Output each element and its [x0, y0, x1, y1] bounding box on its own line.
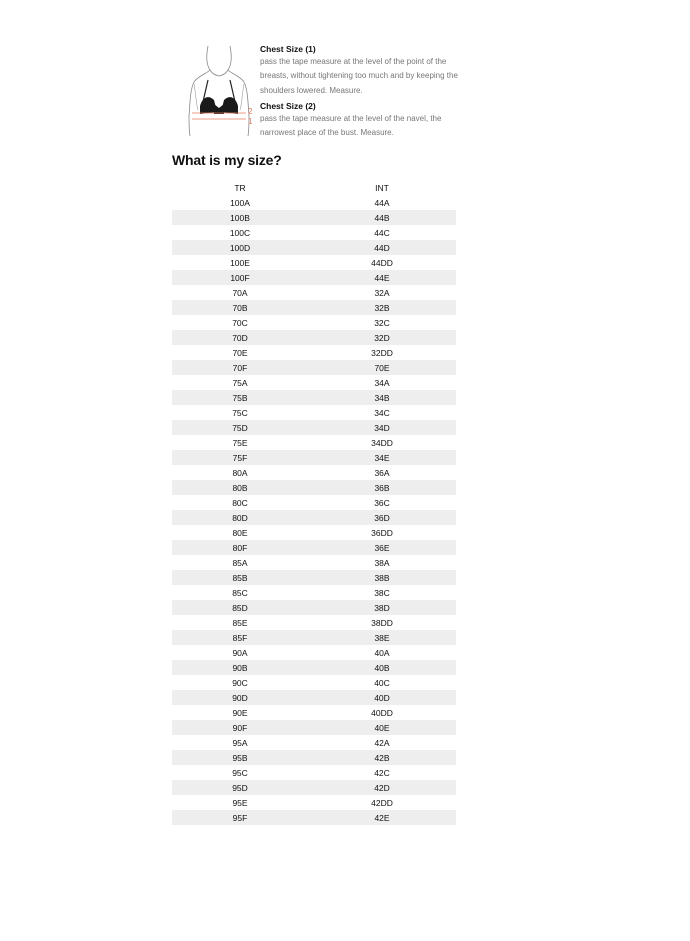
- table-row: [172, 480, 456, 495]
- int-size-cell: 34D: [308, 420, 456, 435]
- tr-size-cell: 95E: [232, 797, 248, 808]
- int-size-cell: 34A: [374, 377, 390, 388]
- tr-size-cell: 80E: [232, 527, 248, 538]
- table-row: [172, 300, 456, 315]
- int-size-cell: 38D: [308, 600, 456, 615]
- table-row: [172, 555, 456, 570]
- tr-size-cell: 85A: [232, 557, 248, 568]
- table-row: [172, 780, 456, 795]
- tr-size-cell: 70E: [232, 347, 248, 358]
- chest-size-2-description: pass the tape measure at the level of the navel, the narrowest place of the bust. Measure.: [260, 113, 442, 138]
- int-size-cell: 40DD: [371, 707, 393, 718]
- tr-size-cell: 70F: [172, 360, 308, 375]
- int-size-cell: 42C: [374, 767, 390, 778]
- tr-size-cell: 80A: [232, 467, 248, 478]
- tr-size-cell: 95A: [232, 737, 248, 748]
- table-row: [172, 450, 456, 465]
- chest-size-1-description: pass the tape measure at the level of the point of the breasts, without tightening too much and by keeping the shoulders lowered. Measure.: [260, 57, 458, 95]
- table-row: [172, 435, 456, 450]
- column-header-tr: TR: [234, 182, 246, 193]
- int-size-cell: 36B: [308, 480, 456, 495]
- tr-size-cell: 90E: [232, 707, 248, 718]
- torso-bra-icon: [186, 44, 252, 138]
- table-header-row: [172, 180, 456, 195]
- size-table: [172, 180, 456, 825]
- tr-size-cell: 70A: [232, 287, 248, 298]
- int-size-cell: 36DD: [371, 527, 393, 538]
- tr-size-cell: 75D: [172, 420, 308, 435]
- tr-size-cell: 90F: [172, 720, 308, 735]
- int-size-cell: 38E: [308, 630, 456, 645]
- marker-1: 1: [248, 117, 253, 126]
- tr-size-cell: 100A: [230, 197, 250, 208]
- int-size-cell: 34DD: [371, 437, 393, 448]
- table-row: [172, 315, 456, 330]
- table-row: [172, 405, 456, 420]
- size-section-title: What is my size?: [172, 152, 282, 168]
- int-size-cell: 36A: [374, 467, 390, 478]
- tr-size-cell: 75B: [172, 390, 308, 405]
- tr-size-cell: 90D: [172, 690, 308, 705]
- table-row: [172, 225, 456, 240]
- tr-size-cell: 80F: [172, 540, 308, 555]
- tr-size-cell: 90C: [232, 677, 248, 688]
- table-row: [172, 750, 456, 765]
- int-size-cell: 44C: [374, 227, 390, 238]
- table-row: [172, 270, 456, 285]
- table-row: [172, 195, 456, 210]
- table-row: [172, 630, 456, 645]
- tr-size-cell: 75C: [232, 407, 248, 418]
- table-row: [172, 600, 456, 615]
- table-row: [172, 765, 456, 780]
- int-size-cell: 44E: [308, 270, 456, 285]
- table-row: [172, 615, 456, 630]
- tr-size-cell: 95D: [172, 780, 308, 795]
- int-size-cell: 36E: [308, 540, 456, 555]
- tr-size-cell: 85D: [172, 600, 308, 615]
- column-header-int: INT: [375, 182, 389, 193]
- measurement-instructions: [260, 43, 470, 142]
- int-size-cell: 38A: [374, 557, 390, 568]
- int-size-cell: 44D: [308, 240, 456, 255]
- int-size-cell: 42B: [308, 750, 456, 765]
- int-size-cell: 36D: [308, 510, 456, 525]
- tr-size-cell: 70B: [172, 300, 308, 315]
- table-row: [172, 465, 456, 480]
- int-size-cell: 44B: [308, 210, 456, 225]
- int-size-cell: 42DD: [371, 797, 393, 808]
- int-size-cell: 40B: [308, 660, 456, 675]
- int-size-cell: 34E: [308, 450, 456, 465]
- int-size-cell: 42A: [374, 737, 390, 748]
- int-size-cell: 32DD: [371, 347, 393, 358]
- int-size-cell: 40D: [308, 690, 456, 705]
- table-row: [172, 390, 456, 405]
- int-size-cell: 40A: [374, 647, 390, 658]
- tr-size-cell: 80D: [172, 510, 308, 525]
- tr-size-cell: 90A: [232, 647, 248, 658]
- tr-size-cell: 95F: [172, 810, 308, 825]
- table-row: [172, 570, 456, 585]
- int-size-cell: 34C: [374, 407, 390, 418]
- int-size-cell: 36C: [374, 497, 390, 508]
- int-size-cell: 34B: [308, 390, 456, 405]
- tr-size-cell: 75A: [232, 377, 248, 388]
- tr-size-cell: 100F: [172, 270, 308, 285]
- tr-size-cell: 80B: [172, 480, 308, 495]
- table-row: [172, 420, 456, 435]
- table-row: [172, 360, 456, 375]
- int-size-cell: 32A: [374, 287, 390, 298]
- tr-size-cell: 75F: [172, 450, 308, 465]
- table-row: [172, 210, 456, 225]
- table-row: [172, 255, 456, 270]
- table-row: [172, 525, 456, 540]
- int-size-cell: 70E: [308, 360, 456, 375]
- table-row: [172, 585, 456, 600]
- int-size-cell: 38C: [374, 587, 390, 598]
- chest-size-2-title: Chest Size (2): [260, 100, 316, 111]
- table-row: [172, 795, 456, 810]
- table-row: [172, 330, 456, 345]
- tr-size-cell: 95C: [232, 767, 248, 778]
- table-row: [172, 285, 456, 300]
- table-row: [172, 240, 456, 255]
- tr-size-cell: 95B: [172, 750, 308, 765]
- tr-size-cell: 85E: [232, 617, 248, 628]
- tr-size-cell: 75E: [232, 437, 248, 448]
- table-row: [172, 495, 456, 510]
- tr-size-cell: 85B: [172, 570, 308, 585]
- int-size-cell: 44A: [374, 197, 390, 208]
- tr-size-cell: 100E: [230, 257, 250, 268]
- tr-size-cell: 85C: [232, 587, 248, 598]
- int-size-cell: 40E: [308, 720, 456, 735]
- int-size-cell: 38B: [308, 570, 456, 585]
- tr-size-cell: 85F: [172, 630, 308, 645]
- int-size-cell: 38DD: [371, 617, 393, 628]
- table-row: [172, 540, 456, 555]
- table-row: [172, 675, 456, 690]
- table-row: [172, 720, 456, 735]
- int-size-cell: 32D: [308, 330, 456, 345]
- table-row: [172, 735, 456, 750]
- table-row: [172, 510, 456, 525]
- table-row: [172, 810, 456, 825]
- int-size-cell: 32B: [308, 300, 456, 315]
- chest-size-1-title: Chest Size (1): [260, 44, 316, 54]
- tr-size-cell: 70D: [172, 330, 308, 345]
- tr-size-cell: 70C: [232, 317, 248, 328]
- tr-size-cell: 100D: [172, 240, 308, 255]
- int-size-cell: 42E: [308, 810, 456, 825]
- int-size-cell: 40C: [374, 677, 390, 688]
- table-row: [172, 345, 456, 360]
- tr-size-cell: 100C: [229, 227, 251, 238]
- table-row: [172, 645, 456, 660]
- int-size-cell: 44DD: [371, 257, 393, 268]
- int-size-cell: 42D: [308, 780, 456, 795]
- table-row: [172, 705, 456, 720]
- int-size-cell: 32C: [374, 317, 390, 328]
- table-row: [172, 375, 456, 390]
- tr-size-cell: 90B: [172, 660, 308, 675]
- marker-2: 2: [248, 107, 253, 116]
- table-row: [172, 690, 456, 705]
- bust-measurement-illustration: [186, 44, 252, 138]
- tr-size-cell: 80C: [232, 497, 248, 508]
- table-row: [172, 660, 456, 675]
- tr-size-cell: 100B: [172, 210, 308, 225]
- size-table-body: [172, 195, 456, 825]
